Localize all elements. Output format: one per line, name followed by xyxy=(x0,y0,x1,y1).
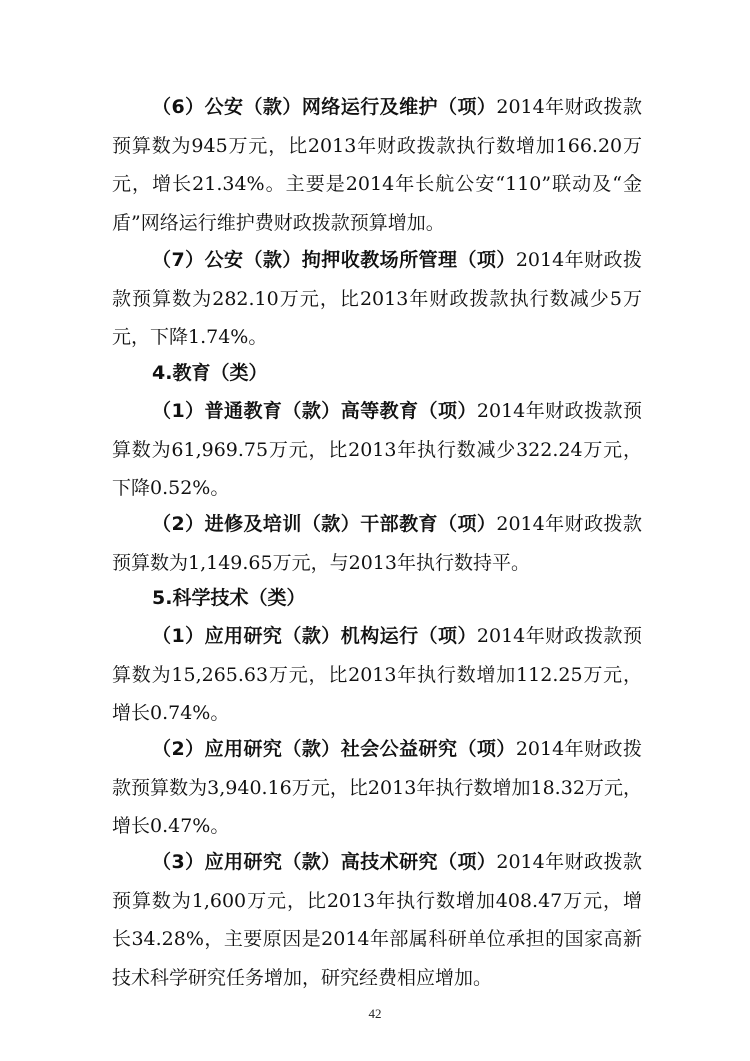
item-body: 2014年财政拨款预算数为282.10万元，比2013年财政拨款执行数减少5万元，下降1.74%。 xyxy=(112,249,642,348)
item-heading: （1）应用研究（款）机构运行（项） xyxy=(152,625,477,647)
section-heading-education: 4.教育（类） xyxy=(152,362,268,384)
item-body: 2014年财政拨款预算数为3,940.16万元，比2013年执行数增加18.32万元，增长0.47%。 xyxy=(112,738,642,837)
paragraph-public-security-network xyxy=(112,88,642,242)
paragraph-institution-operation xyxy=(112,617,642,733)
page-number: 42 xyxy=(368,1006,382,1021)
paragraph-public-welfare-research xyxy=(112,730,642,846)
item-body: 2014年财政拨款预算数为15,265.63万元，比2013年执行数增加112.25万元，增长0.74%。 xyxy=(112,625,642,724)
item-body: 2014年财政拨款预算数为1,600万元，比2013年执行数增加408.47万元，增长34.28%，主要原因是2014年部属科研单位承担的国家高新技术科学研究任务增加，研究经费相应增加。 xyxy=(112,851,642,989)
item-heading: （7）公安（款）拘押收教场所管理（项） xyxy=(152,249,516,271)
item-heading: （2）进修及培训（款）干部教育（项） xyxy=(152,513,497,535)
item-heading: （6）公安（款）网络运行及维护（项） xyxy=(152,96,497,118)
item-heading: （2）应用研究（款）社会公益研究（项） xyxy=(152,738,516,760)
paragraph-cadre-education xyxy=(112,505,642,582)
item-body: 2014年财政拨款预算数为945万元，比2013年财政拨款执行数增加166.20万元，增长21.34%。主要是2014年长航公安“110”联动及“金盾”网络运行维护费财政拨款预算增加。 xyxy=(112,96,642,234)
paragraph-high-tech-research xyxy=(112,843,642,997)
item-heading: （1）普通教育（款）高等教育（项） xyxy=(152,400,477,422)
paragraph-detention-facility xyxy=(112,241,642,357)
item-body: 2014年财政拨款预算数为61,969.75万元，比2013年执行数减少322.24万元，下降0.52%。 xyxy=(112,400,642,499)
item-body: 2014年财政拨款预算数为1,149.65万元，与2013年执行数持平。 xyxy=(112,513,642,574)
section-heading-science: 5.科学技术（类） xyxy=(152,587,306,609)
paragraph-higher-education xyxy=(112,392,642,508)
item-heading: （3）应用研究（款）高技术研究（项） xyxy=(152,851,497,873)
